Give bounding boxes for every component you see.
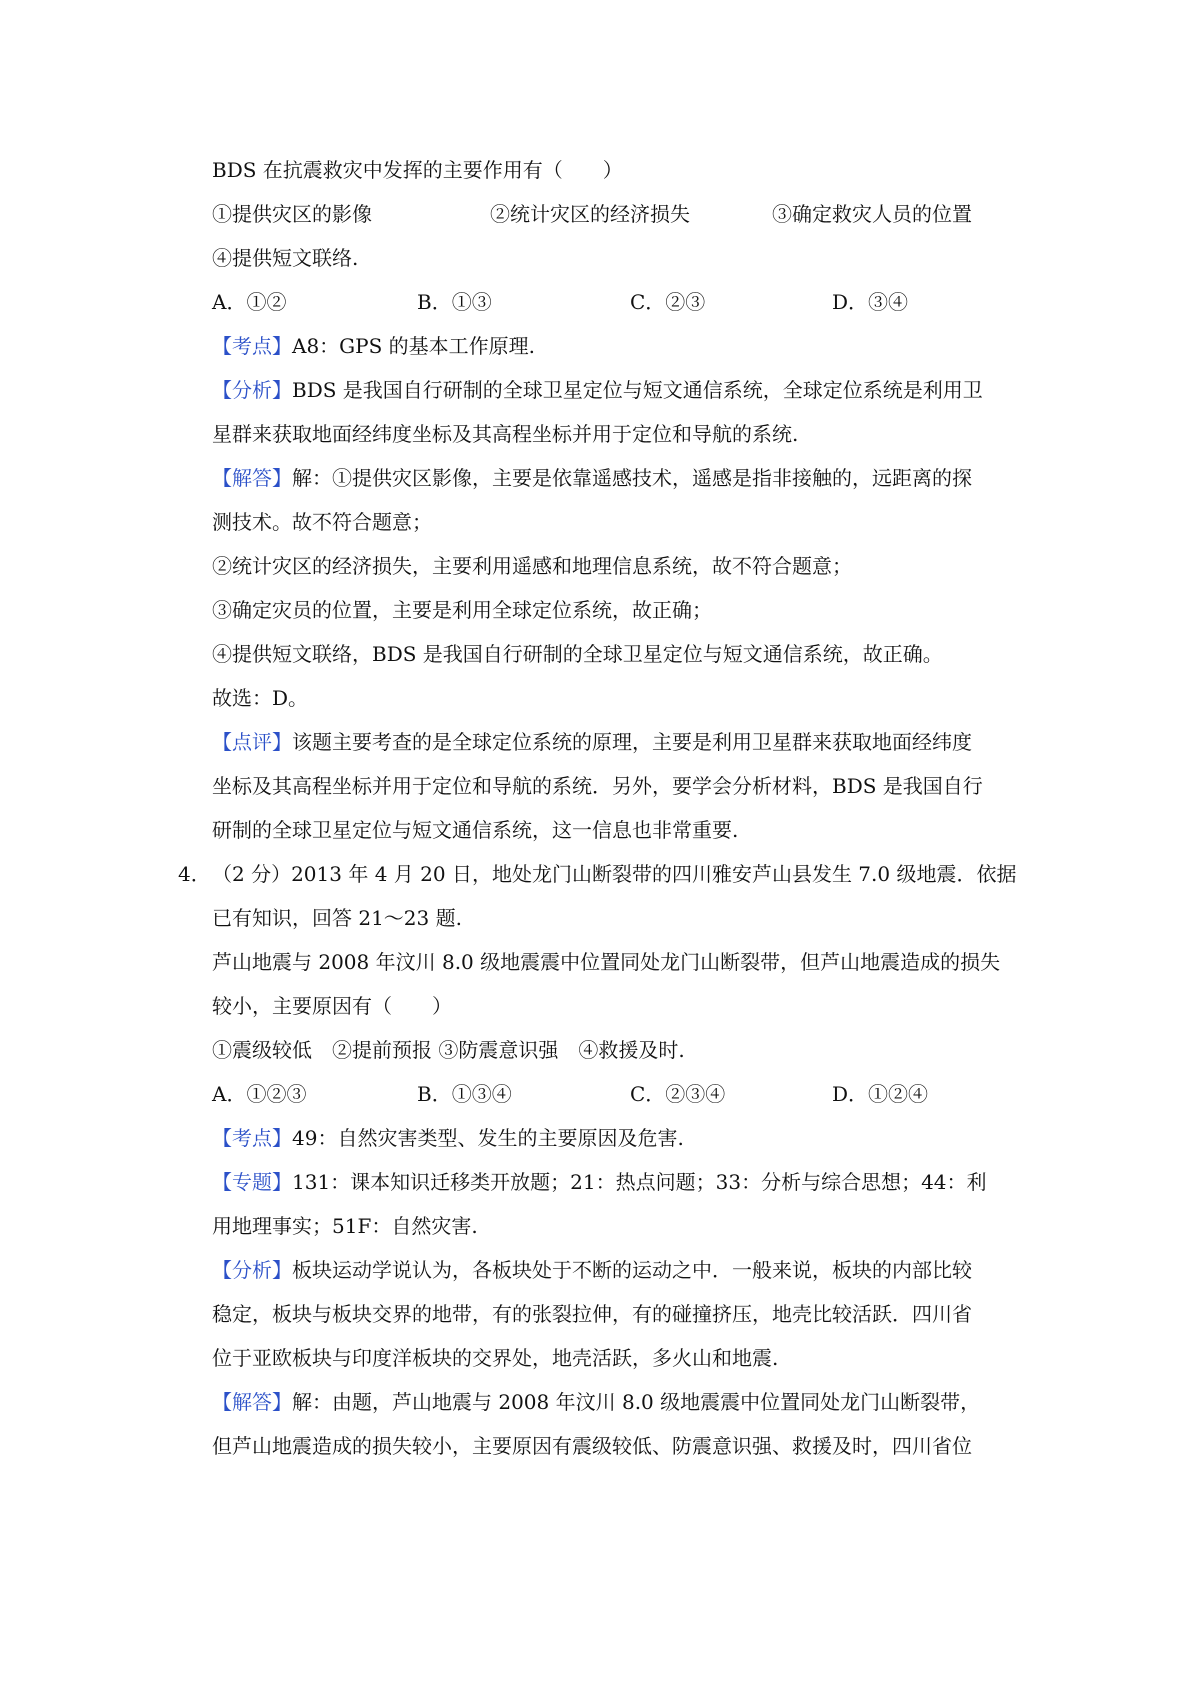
q3-dianping-1	[212, 728, 1032, 756]
q3-options	[212, 288, 1032, 316]
q3-jieda-3: ②统计灾区的经济损失，主要利用遥感和地理信息系统，故不符合题意；	[212, 554, 852, 578]
fenxi-tag: 【分析】	[212, 1258, 292, 1282]
q3-jieda-2: 测技术。故不符合题意；	[212, 510, 432, 534]
q4-number: 4．	[178, 862, 211, 886]
kaodian-tag: 【考点】	[212, 334, 292, 358]
fenxi-text: 板块运动学说认为，各板块处于不断的运动之中．一般来说，板块的内部比较	[292, 1258, 972, 1282]
fenxi-tag: 【分析】	[212, 378, 292, 402]
q4-kaodian	[212, 1124, 1032, 1152]
q3-stem: BDS 在抗震救灾中发挥的主要作用有（ ）	[212, 158, 623, 182]
q3-dianping-2: 坐标及其高程坐标并用于定位和导航的系统．另外，要学会分析材料，BDS 是我国自行	[212, 774, 983, 798]
q3-option-d: D．③④	[832, 290, 909, 314]
jieda-tag: 【解答】	[212, 1390, 292, 1414]
q4-option-d: D．①②④	[832, 1082, 929, 1106]
q4-stem-4: 较小，主要原因有（ ）	[212, 994, 452, 1018]
q4-fenxi-2: 稳定，板块与板块交界的地带，有的张裂拉伸，有的碰撞挤压，地壳比较活跃．四川省	[212, 1302, 972, 1326]
q4-option-c: C．②③④	[630, 1082, 726, 1106]
q3-fenxi-1	[212, 376, 1032, 404]
q3-dianping-3: 研制的全球卫星定位与短文通信系统，这一信息也非常重要.	[212, 818, 739, 842]
q4-items: ①震级较低 ②提前预报 ③防震意识强 ④救援及时.	[212, 1038, 685, 1062]
dianping-tag: 【点评】	[212, 730, 292, 754]
q4-stem-3: 芦山地震与 2008 年汶川 8.0 级地震震中位置同处龙门山断裂带，但芦山地震造成的损失	[212, 950, 1001, 974]
q4-options	[212, 1080, 1032, 1108]
q3-kaodian	[212, 332, 1032, 360]
q4-stem-2: 已有知识，回答 21～23 题.	[212, 906, 462, 930]
q4-option-a: A．①②③	[212, 1082, 307, 1106]
q4-jieda-1	[212, 1388, 1032, 1416]
kaodian-text: A8：GPS 的基本工作原理.	[292, 334, 536, 358]
kaodian-text: 49：自然灾害类型、发生的主要原因及危害.	[292, 1126, 684, 1150]
q4-fenxi-3: 位于亚欧板块与印度洋板块的交界处，地壳活跃，多火山和地震.	[212, 1346, 779, 1370]
q3-option-b: B．①③	[417, 290, 492, 314]
q3-jieda-1	[212, 464, 1032, 492]
q4-option-b: B．①③④	[417, 1082, 512, 1106]
q3-jieda-4: ③确定灾员的位置，主要是利用全球定位系统，故正确；	[212, 598, 712, 622]
q4-fenxi-1	[212, 1256, 1032, 1284]
fenxi-text: BDS 是我国自行研制的全球卫星定位与短文通信系统，全球定位系统是利用卫	[292, 378, 983, 402]
q4-stem-1: （2 分）2013 年 4 月 20 日，地处龙门山断裂带的四川雅安芦山县发生 7.0 级地震．依据	[212, 862, 1017, 886]
q3-item-2: ②统计灾区的经济损失	[490, 202, 690, 226]
kaodian-tag: 【考点】	[212, 1126, 292, 1150]
q3-option-a: A．①②	[212, 290, 287, 314]
q3-jieda-5: ④提供短文联络，BDS 是我国自行研制的全球卫星定位与短文通信系统，故正确。	[212, 642, 943, 666]
q3-fenxi-2: 星群来获取地面经纬度坐标及其高程坐标并用于定位和导航的系统.	[212, 422, 799, 446]
zhuanti-text: 131：课本知识迁移类开放题；21：热点问题；33：分析与综合思想；44：利	[292, 1170, 987, 1194]
q4-zhuanti-1	[212, 1168, 1032, 1196]
jieda-text: 解：①提供灾区影像，主要是依靠遥感技术，遥感是指非接触的，远距离的探	[292, 466, 972, 490]
q3-item-1: ①提供灾区的影像	[212, 202, 372, 226]
q3-items-row	[212, 200, 1032, 228]
q3-jieda-6: 故选：D。	[212, 686, 309, 710]
jieda-text: 解：由题，芦山地震与 2008 年汶川 8.0 级地震震中位置同处龙门山断裂带，	[292, 1390, 981, 1414]
q3-item-4: ④提供短文联络.	[212, 246, 359, 270]
q3-option-c: C．②③	[630, 290, 706, 314]
zhuanti-tag: 【专题】	[212, 1170, 292, 1194]
q4-jieda-2: 但芦山地震造成的损失较小，主要原因有震级较低、防震意识强、救援及时，四川省位	[212, 1434, 972, 1458]
dianping-text: 该题主要考查的是全球定位系统的原理，主要是利用卫星群来获取地面经纬度	[292, 730, 972, 754]
jieda-tag: 【解答】	[212, 466, 292, 490]
q4-zhuanti-2: 用地理事实；51F：自然灾害.	[212, 1214, 478, 1238]
q3-item-3: ③确定救灾人员的位置	[772, 202, 972, 226]
